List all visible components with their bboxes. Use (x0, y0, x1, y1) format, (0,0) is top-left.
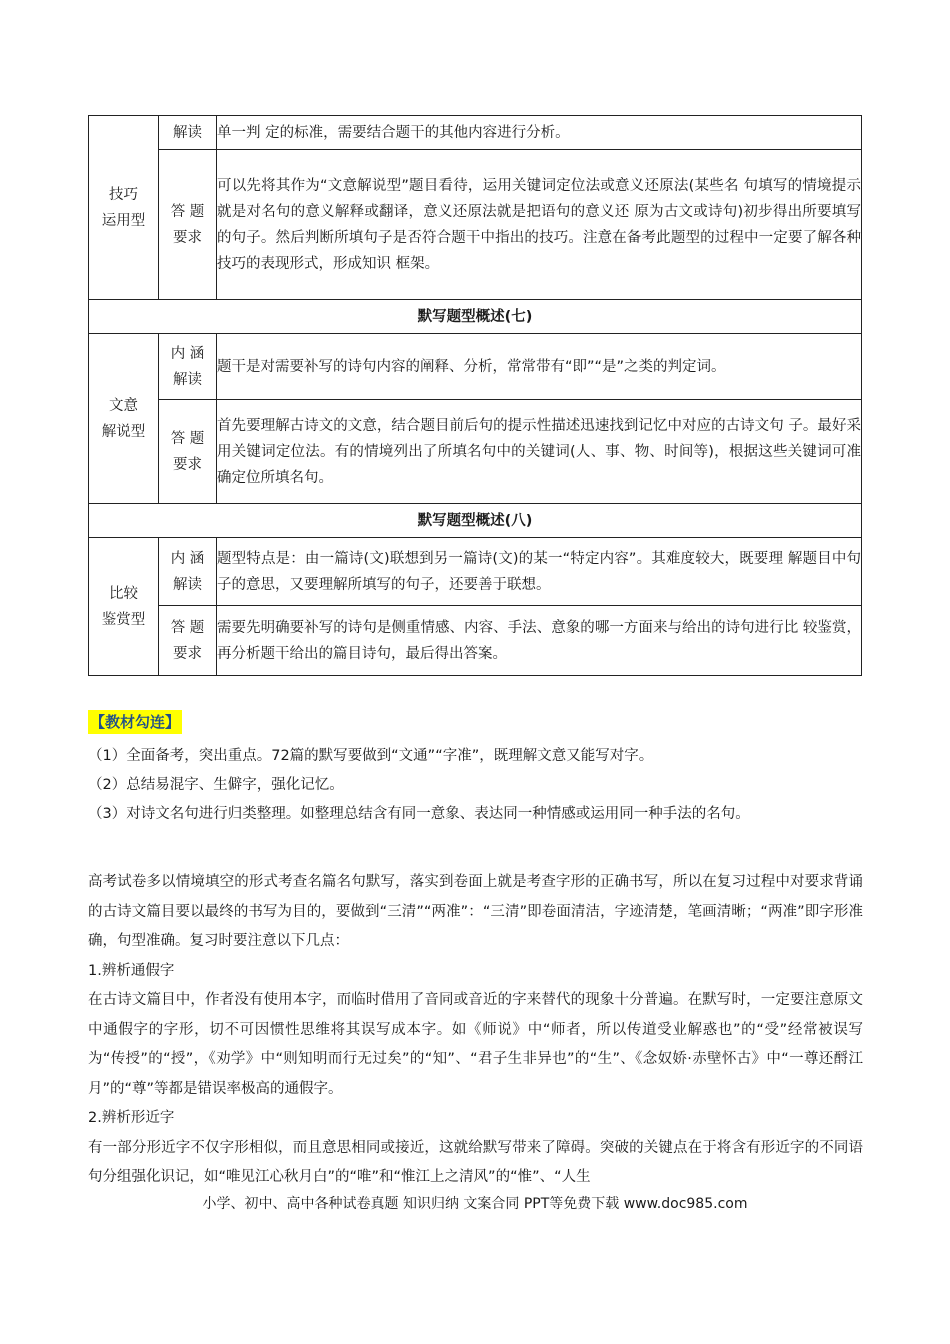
row-text-cell: 首先要理解古诗文的文意，结合题目前后句的提示性描述迅速找到记忆中对应的古诗文句 子。最好采用关键词定位法。有的情境列出了所填名句中的关键词(人、事、物、时间等)，根据这些关键词可准确定位所填名句。 (217, 400, 862, 504)
subheading: 2.辨析形近字 (88, 1110, 175, 1126)
category-cell: 比较 鉴赏型 (89, 538, 159, 676)
row-label-cell: 答 题 要求 (159, 150, 217, 300)
paragraph: 在古诗文篇目中，作者没有使用本字，而临时借用了音同或音近的字来替代的现象十分普遍。在默写时，一定要注意原文中通假字的字形，切不可因惯性思维将其误写成本字。如《师说》中“师者，所以传道受业解惑也”的“受”经常被误写为“传授”的“授”，《劝学》中“则知明而行无过矣”的“知”、“君子生非异也”的“生”、《念奴娇·赤壁怀古》中“一尊还酹江月”的“尊”等都是错误率极高的通假字。 (88, 992, 863, 1097)
row-text-cell: 题干是对需要补写的诗句内容的阐释、分析，常常带有“即”“是”之类的判定词。 (217, 334, 862, 400)
list-item: （2）总结易混字、生僻字，强化记忆。 (88, 777, 344, 793)
numbered-list (88, 742, 868, 829)
row-label-cell: 内 涵 解读 (159, 334, 217, 400)
subheading: 1.辨析通假字 (88, 962, 175, 979)
row-text-cell: 需要先明确要补写的诗句是侧重情感、内容、手法、意象的哪一方面来与给出的诗句进行比 较鉴赏，再分析题干给出的篇目诗句，最后得出答案。 (217, 606, 862, 676)
highlight-heading: 【教材勾连】 (88, 710, 182, 734)
row-label-cell: 答 题 要求 (159, 606, 217, 676)
category-cell: 文意 解说型 (89, 334, 159, 504)
paragraph: 高考试卷多以情境填空的形式考查名篇名句默写，落实到卷面上就是考查字形的正确书写，所以在复习过程中对要求背诵的古诗文篇目要以最终的书写为目的，要做到“三清”“两准”：“三清”即卷面清洁，字迹清楚，笔画清晰；“两准”即字形准确，句型准确。复习时要注意以下几点： (88, 874, 863, 949)
list-item: （1）全面备考，突出重点。72篇的默写要做到“文通”“字准”，既理解文意又能写对字。 (88, 748, 654, 764)
row-label-cell: 解读 (159, 116, 217, 150)
paragraph: 有一部分形近字不仅字形相似，而且意思相同或接近，这就给默写带来了障碍。突破的关键点在于将含有形近字的不同语句分组强化识记，如“唯见江心秋月白”的“唯”和“惟江上之清风”的“惟”、“人生 (88, 1139, 863, 1185)
list-item: （3）对诗文名句进行归类整理。如整理总结含有同一意象、表达同一种情感或运用同一种手法的名句。 (88, 806, 750, 822)
section-heading: 默写题型概述(八) (89, 504, 862, 538)
row-label-cell: 答 题 要求 (159, 400, 217, 504)
row-text-cell: 可以先将其作为“文意解说型”题目看待，运用关键词定位法或意义还原法(某些名 句填写的情境提示就是对名句的意义解释或翻译，意义还原法就是把语句的意义还 原为古文或诗句)初步得出所要填写的句子。然后判断所填句子是否符合题干中指出的技巧。注意在备考此题型的过程中一定要了解各种技巧的表现形式，形成知识 框架。 (217, 150, 862, 300)
row-text-cell: 题型特点是：由一篇诗(文)联想到另一篇诗(文)的某一“特定内容”。其难度较大，既要理 解题目中句子的意思，又要理解所填写的句子，还要善于联想。 (217, 538, 862, 606)
row-label-cell: 内 涵 解读 (159, 538, 217, 606)
question-type-table (88, 115, 862, 676)
row-text-cell: 单一判 定的标准，需要结合题干的其他内容进行分析。 (217, 116, 862, 150)
section-heading: 默写题型概述(七) (89, 300, 862, 334)
page-footer: 小学、初中、高中各种试卷真题 知识归纳 文案合同 PPT等免费下载 www.doc985.com (202, 1196, 748, 1212)
body-text (88, 868, 863, 1193)
category-cell: 技巧 运用型 (89, 116, 159, 300)
